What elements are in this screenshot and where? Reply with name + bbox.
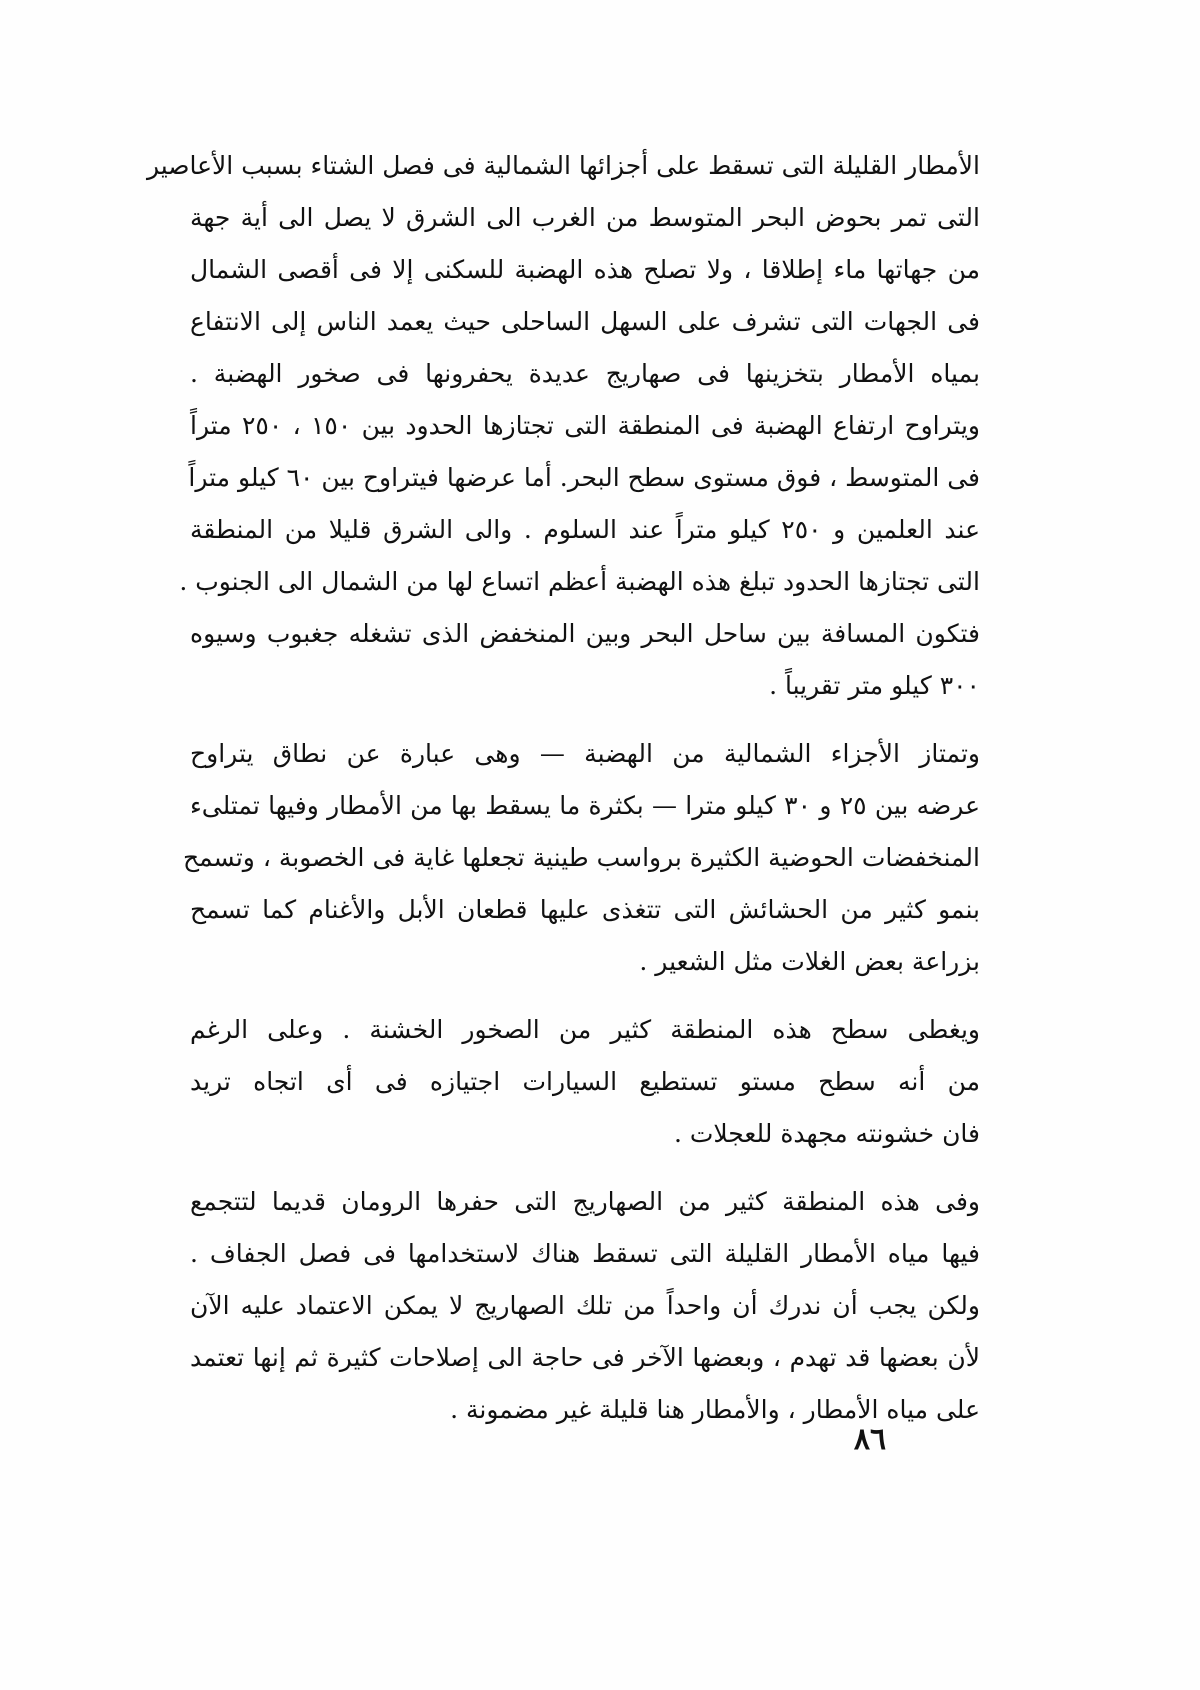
paragraph-1: [146, 140, 980, 712]
text-line: فى المتوسط ، فوق مستوى سطح البحر. أما عرضها فيتراوح بين ٦٠ كيلو متراً: [188, 463, 980, 492]
text-line: عرضه بين ٢٥ و ٣٠ كيلو مترا — بكثرة ما يسقط بها من الأمطار وفيها تمتلىء: [190, 791, 980, 820]
text-line: وفى هذه المنطقة كثير من الصهاريج التى حفرها الرومان قديما لتتجمع: [190, 1187, 980, 1216]
body-text: [146, 140, 980, 1436]
paragraph-spacer: [190, 712, 980, 728]
paragraph-2: [182, 728, 980, 988]
paragraph-spacer: [190, 988, 980, 1004]
text-line: المنخفضات الحوضية الكثيرة برواسب طينية تجعلها غاية فى الخصوبة ، وتسمح: [182, 843, 980, 872]
paragraph-3: [190, 1004, 980, 1160]
text-line: لأن بعضها قد تهدم ، وبعضها الآخر فى حاجة الى إصلاحات كثيرة ثم إنها تعتمد: [190, 1343, 980, 1372]
text-line: من جهاتها ماء إطلاقا ، ولا تصلح هذه الهضبة للسكنى إلا فى أقصى الشمال: [190, 255, 980, 284]
text-line: ويغطى سطح هذه المنطقة كثير من الصخور الخشنة . وعلى الرغم: [190, 1015, 980, 1044]
text-line: على مياه الأمطار ، والأمطار هنا قليلة غير مضمونة .: [450, 1395, 980, 1424]
text-line: ولكن يجب أن ندرك أن واحداً من تلك الصهاريج لا يمكن الاعتماد عليه الآن: [190, 1291, 980, 1320]
paragraph-spacer: [190, 1160, 980, 1176]
page-number: ٨٦: [853, 1422, 887, 1457]
text-line: فتكون المسافة بين ساحل البحر وبين المنخفض الذى تشغله جغبوب وسيوه: [190, 619, 980, 648]
text-line: فان خشونته مجهدة للعجلات .: [673, 1119, 980, 1148]
text-line: الأمطار القليلة التى تسقط على أجزائها الشمالية فى فصل الشتاء بسبب الأعاصير: [146, 151, 980, 180]
text-line: ويتراوح ارتفاع الهضبة فى المنطقة التى تجتازها الحدود بين ١٥٠ ، ٢٥٠ متراً: [190, 411, 980, 440]
paragraph-4: [190, 1176, 980, 1436]
text-line: بزراعة بعض الغلات مثل الشعير .: [639, 947, 980, 976]
text-line: فى الجهات التى تشرف على السهل الساحلى حيث يعمد الناس إلى الانتفاع: [190, 307, 980, 336]
text-line: عند العلمين و ٢٥٠ كيلو متراً عند السلوم . والى الشرق قليلا من المنطقة: [190, 515, 980, 544]
text-line: بمياه الأمطار بتخزينها فى صهاريج عديدة يحفرونها فى صخور الهضبة .: [190, 359, 980, 388]
text-line: وتمتاز الأجزاء الشمالية من الهضبة — وهى عبارة عن نطاق يتراوح: [190, 739, 980, 768]
text-line: التى تجتازها الحدود تبلغ هذه الهضبة أعظم اتساع لها من الشمال الى الجنوب .: [179, 567, 980, 596]
text-line: التى تمر بحوض البحر المتوسط من الغرب الى الشرق لا يصل الى أية جهة: [190, 203, 980, 232]
text-line: من أنه سطح مستو تستطيع السيارات اجتيازه فى أى اتجاه تريد: [190, 1067, 980, 1096]
text-line: فيها مياه الأمطار القليلة التى تسقط هناك لاستخدامها فى فصل الجفاف .: [190, 1239, 980, 1268]
text-line: ٣٠٠ كيلو متر تقريباً .: [769, 671, 980, 700]
text-line: بنمو كثير من الحشائش التى تتغذى عليها قطعان الأبل والأغنام كما تسمح: [190, 895, 980, 924]
